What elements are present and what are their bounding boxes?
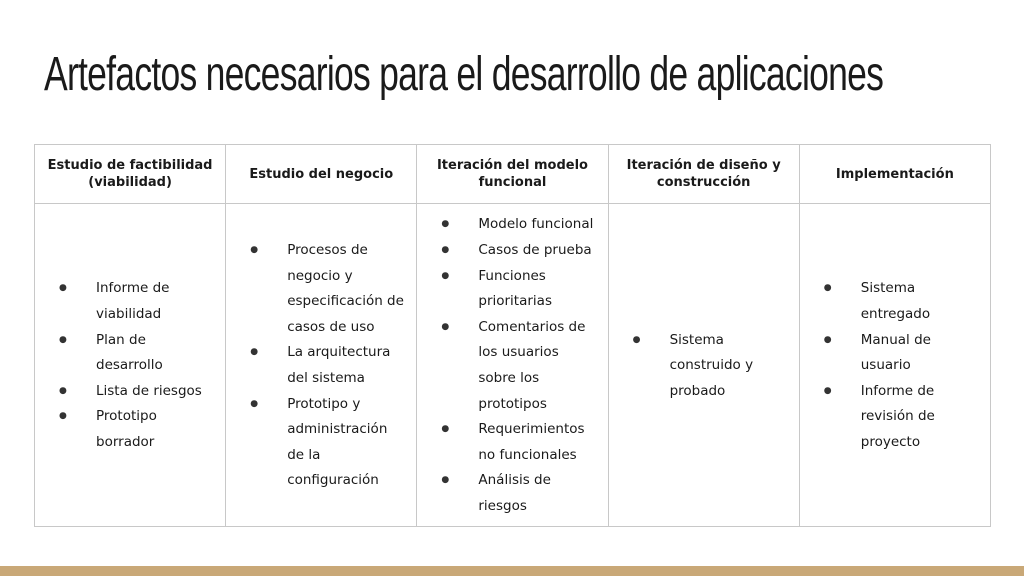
list-item: ● Sistema construido y probado <box>633 328 789 405</box>
table-cell-diseno-construccion <box>608 204 799 527</box>
list-item: ● Análisis de riesgos <box>441 468 597 519</box>
column-header: Estudio del negocio <box>226 145 417 204</box>
list-item: ● Procesos de negocio y especificación de casos de uso <box>250 238 406 340</box>
column-header: Iteración de diseño y construcción <box>608 145 799 204</box>
table-cell-modelo-funcional <box>417 204 608 527</box>
slide-title: Artefactos necesarios para el desarrollo de aplicaciones <box>44 48 884 101</box>
column-header: Estudio de factibilidad (viabilidad) <box>35 145 226 204</box>
list-item: ● Modelo funcional <box>441 212 597 238</box>
list-item: ● Comentarios de los usuarios sobre los prototipos <box>441 315 597 417</box>
list-item: ● Requerimientos no funcionales <box>441 417 597 468</box>
bullet-list <box>250 238 406 494</box>
table-row <box>35 204 991 527</box>
list-item: ● Manual de usuario <box>824 328 980 379</box>
bullet-list <box>441 212 597 519</box>
list-item: ● Informe de revisión de proyecto <box>824 379 980 456</box>
list-item: ● Prototipo borrador <box>59 404 215 455</box>
table-header-row <box>35 145 991 204</box>
table-cell-factibilidad <box>35 204 226 527</box>
bullet-list <box>59 276 215 455</box>
list-item: ● Prototipo y administración de la configuración <box>250 392 406 494</box>
column-header: Implementación <box>799 145 990 204</box>
list-item: ● Lista de riesgos <box>59 379 215 405</box>
list-item: ● Informe de viabilidad <box>59 276 215 327</box>
table-cell-negocio <box>226 204 417 527</box>
list-item: ● Sistema entregado <box>824 276 980 327</box>
accent-bar <box>0 566 1024 576</box>
list-item: ● Plan de desarrollo <box>59 328 215 379</box>
column-header: Iteración del modelo funcional <box>417 145 608 204</box>
bullet-list <box>824 276 980 455</box>
artifacts-table <box>34 144 991 527</box>
list-item: ● Funciones prioritarias <box>441 264 597 315</box>
list-item: ● Casos de prueba <box>441 238 597 264</box>
bullet-list <box>633 328 789 405</box>
list-item: ● La arquitectura del sistema <box>250 340 406 391</box>
table-cell-implementacion <box>799 204 990 527</box>
